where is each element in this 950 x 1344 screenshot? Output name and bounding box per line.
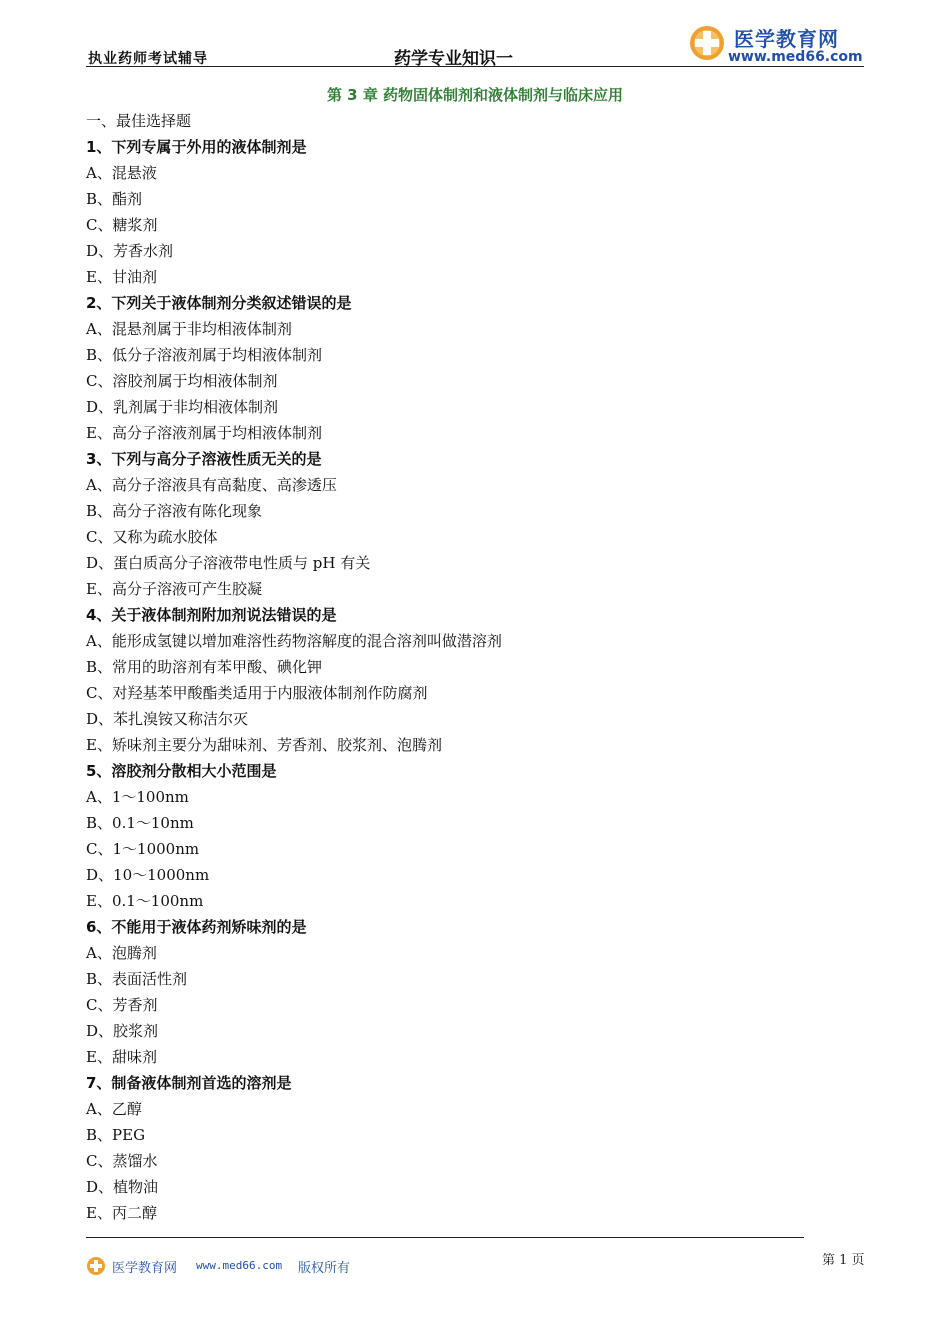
page-header <box>86 22 864 68</box>
question-stem: 1、下列专属于外用的液体制剂是 <box>86 138 307 156</box>
answer-option: C、对羟基苯甲酸酯类适用于内服液体制剂作防腐剂 <box>86 684 428 702</box>
answer-option: B、酯剂 <box>86 190 143 208</box>
question-stem: 4、关于液体制剂附加剂说法错误的是 <box>86 606 337 624</box>
answer-option: C、芳香剂 <box>86 996 158 1014</box>
medical-cross-logo-icon <box>688 24 726 62</box>
answer-option: E、丙二醇 <box>86 1204 157 1222</box>
answer-option: B、高分子溶液有陈化现象 <box>86 502 263 520</box>
question-stem: 3、下列与高分子溶液性质无关的是 <box>86 450 322 468</box>
answer-option: A、能形成氢键以增加难溶性药物溶解度的混合溶剂叫做潜溶剂 <box>86 632 502 650</box>
answer-option: B、PEG <box>86 1126 146 1144</box>
footer-url[interactable]: www.med66.com <box>196 1259 283 1272</box>
answer-option: C、蒸馏水 <box>86 1152 158 1170</box>
answer-option: C、糖浆剂 <box>86 216 158 234</box>
question-stem: 7、制备液体制剂首选的溶剂是 <box>86 1074 292 1092</box>
answer-option: B、低分子溶液剂属于均相液体制剂 <box>86 346 323 364</box>
footer-rights: 版权所有 <box>298 1261 351 1276</box>
answer-option: E、矫味剂主要分为甜味剂、芳香剂、胶浆剂、泡腾剂 <box>86 736 442 754</box>
header-center-title: 药学专业知识一 <box>394 49 513 69</box>
answer-option: A、乙醇 <box>86 1100 142 1118</box>
page-number: 第 1 页 <box>822 1253 865 1268</box>
answer-option: A、混悬液 <box>86 164 157 182</box>
question-stem: 5、溶胶剂分散相大小范围是 <box>86 762 277 780</box>
answer-option: A、混悬剂属于非均相液体制剂 <box>86 320 292 338</box>
answer-option: A、高分子溶液具有高黏度、高渗透压 <box>86 476 337 494</box>
answer-option: A、泡腾剂 <box>86 944 157 962</box>
chapter-title: 第 3 章 药物固体制剂和液体制剂与临床应用 <box>326 86 624 104</box>
answer-option: D、植物油 <box>86 1178 159 1196</box>
header-left-text: 执业药师考试辅导 <box>88 51 208 67</box>
footer-brand: 医学教育网 <box>112 1261 178 1276</box>
answer-option: E、高分子溶液可产生胶凝 <box>86 580 262 598</box>
answer-option: B、表面活性剂 <box>86 970 188 988</box>
footer-divider <box>86 1237 804 1238</box>
question-stem: 2、下列关于液体制剂分类叙述错误的是 <box>86 294 352 312</box>
answer-option: D、苯扎溴铵又称洁尔灭 <box>86 710 249 728</box>
answer-option: E、甜味剂 <box>86 1048 157 1066</box>
answer-option: E、高分子溶液剂属于均相液体制剂 <box>86 424 322 442</box>
answer-option: D、胶浆剂 <box>86 1022 159 1040</box>
answer-option: C、溶胶剂属于均相液体制剂 <box>86 372 278 390</box>
question-stem: 6、不能用于液体药剂矫味剂的是 <box>86 918 307 936</box>
question-list <box>86 108 846 1226</box>
medical-cross-footer-icon <box>86 1256 106 1276</box>
answer-option: E、甘油剂 <box>86 268 157 286</box>
answer-option: D、芳香水剂 <box>86 242 174 260</box>
answer-option: C、又称为疏水胶体 <box>86 528 218 546</box>
answer-option: E、0.1～100nm <box>86 892 204 910</box>
logo-url: www.med66.com <box>728 49 863 65</box>
answer-option: B、0.1～10nm <box>86 814 194 832</box>
answer-option: C、1～1000nm <box>86 840 200 858</box>
answer-option: D、蛋白质高分子溶液带电性质与 pH 有关 <box>86 554 371 572</box>
answer-option: D、乳剂属于非均相液体制剂 <box>86 398 279 416</box>
answer-option: B、常用的助溶剂有苯甲酸、碘化钾 <box>86 658 323 676</box>
header-divider <box>86 66 864 67</box>
answer-option: D、10～1000nm <box>86 866 210 884</box>
answer-option: A、1～100nm <box>86 788 189 806</box>
section-heading: 一、最佳选择题 <box>86 112 192 130</box>
brand-logo <box>686 22 866 66</box>
logo-name: 医学教育网 <box>734 27 839 51</box>
